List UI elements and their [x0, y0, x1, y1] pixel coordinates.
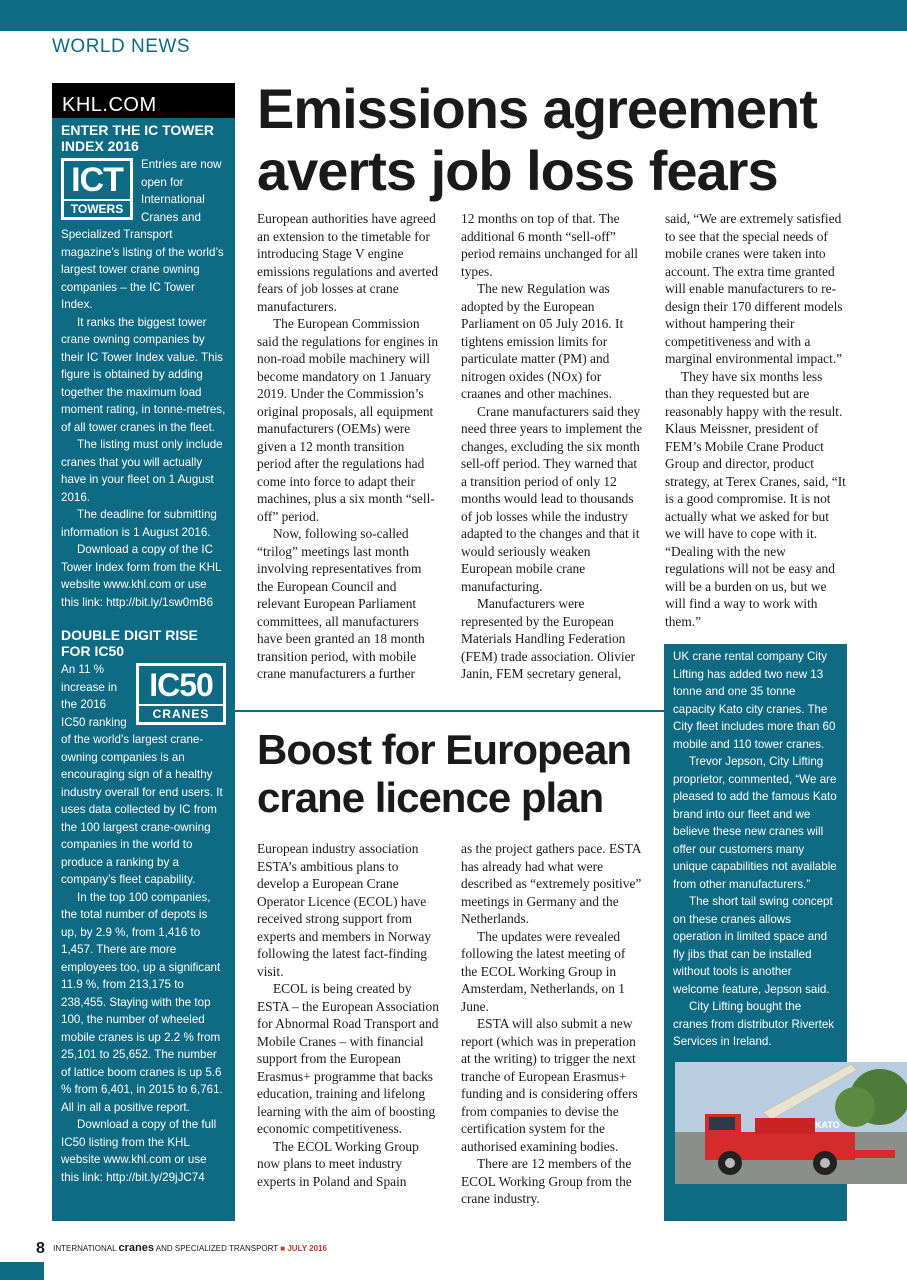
page-footer [36, 1240, 327, 1258]
body-paragraph: ECOL is being created by ESTA – the European Association for Abnormal Road Transport and Mobile Cranes – with financial support from the European Erasmus+ programme that backs education, training and lifelong learning with the aim of boosting economic competitiveness. [257, 981, 439, 1136]
top-bar [0, 0, 907, 31]
sidebar-paragraph: The deadline for submitting information is 1 August 2016. [61, 508, 217, 539]
body-paragraph: The European Commission said the regulations for engines in non-road mobile machinery will become mandatory on 1 January 2019. Under the Commission’s original proposals, all equipment manufacturers (OEMs) were given a 12 month transition period after the regulations had come into force to adapt their machines, plus a six month “sell-off” period. [257, 316, 439, 524]
ict-towers-logo [61, 158, 133, 220]
article2-headline-line2: crane licence plan [257, 774, 604, 821]
article2-column-2 [461, 840, 643, 1208]
brief-paragraph: Trevor Jepson, City Lifting proprietor, commented, “We are pleased to add the famous Kato brand into our fleet and we believe these new cranes will offer our customers many unique capabilities not available from other manufacturers.” [673, 755, 837, 891]
brief-paragraph: City Lifting bought the cranes from distributor Rivertek Services in Ireland. [673, 1000, 835, 1048]
sidebar-intro-1: Entries are now open for International Cranes and Specialized Transport magazine’s listing of the world’s largest tower crane owning companies – the IC Tower Index. [61, 158, 224, 311]
sidebar-paragraph: The listing must only include cranes that you will actually have in your fleet on 1 August 2016. [61, 438, 223, 504]
sidebar-heading-2: DOUBLE DIGIT RISE FOR IC50 [61, 627, 198, 659]
body-paragraph: 12 months on top of that. The additional 6 month “sell-off” period remains unchanged for all types. [461, 211, 638, 279]
body-paragraph: said, “We are extremely satisfied to see that the special needs of mobile cranes were taken into account. The extra time granted will enable manufacturers to re-design their 170 different models without hampering their competitiveness and with a marginal environmental impact.” [665, 211, 843, 366]
article1-column-1 [257, 210, 439, 683]
ict-logo-letters: ICT [64, 161, 130, 199]
article1-headline [257, 78, 817, 202]
footer-separator: ■ [280, 1244, 286, 1253]
brief-paragraph: UK crane rental company City Lifting has added two new 13 tonne and one 35 tonne capacity Kato city cranes. The City fleet includes more than 60 mobile and 110 tower cranes. [673, 650, 836, 751]
body-paragraph: Now, following so-called “trilog” meetings last month involving representatives from the European Council and relevant European Parliament committees, all manufacturers have been granted an 18 month transition period, with mobile crane manufacturers a further [257, 526, 425, 681]
outrigger [855, 1150, 895, 1158]
footer-date: JULY 2016 [287, 1244, 327, 1253]
sidebar [52, 83, 235, 1221]
footer-publication-post: AND SPECIALIZED TRANSPORT [155, 1244, 279, 1253]
cab-window [709, 1117, 735, 1130]
sidebar-paragraph: It ranks the biggest tower crane owning companies by their IC Tower Index value. This figure is obtained by adding together the maximum load moment rating, in tonne-metres, of all tower cranes in the fleet. [61, 315, 226, 434]
ic50-cranes-logo [136, 663, 226, 725]
wheel-hub [820, 1158, 830, 1168]
body-paragraph: The ECOL Working Group now plans to meet industry experts in Poland and Spain [257, 1138, 419, 1189]
article-divider [235, 710, 664, 712]
photo-trees-2 [835, 1087, 875, 1127]
article1-headline-line2: averts job loss fears [257, 139, 778, 202]
body-paragraph: European industry association ESTA’s ambitious plans to develop a European Crane Operator Licence (ECOL) have received strong support from experts and members in Norway following the latest fact-finding visit. [257, 841, 432, 979]
body-paragraph: The new Regulation was adopted by the European Parliament on 05 July 2016. It tightens emission limits for particulate matter (PM) and nitrogen oxides (NOx) for craanes and other machines. [461, 281, 624, 401]
article1-column-3 [665, 210, 847, 630]
sidebar-heading-1: ENTER THE IC TOWER INDEX 2016 [61, 122, 214, 154]
article2-headline-line1: Boost for European [257, 726, 632, 773]
footer-bar [0, 1262, 44, 1280]
sidebar-intro-2: An 11 % increase in the 2016 IC50 ranking of the world’s largest crane-owning companies is an encouraging sign of a healthy industry overall for end users. It uses data collected by IC from the 100 largest crane-owning companies in the world to produce a ranking by a company’s fleet capability. [61, 663, 223, 886]
article2-headline [257, 726, 631, 822]
body-paragraph: The updates were revealed following the latest meeting of the ECOL Working Group in Amsterdam, Netherlands, on 1 June. [461, 928, 626, 1014]
body-paragraph: Crane manufacturers said they need three years to implement the changes, excluding the six month sell-off period. They warned that a transition period of only 12 months would lead to thousands of job losses while the industry adapted to the changes and that it would seriously weaken European mobile crane manufacturing. [461, 403, 643, 594]
ic50-logo-letters: IC50 [139, 666, 223, 704]
ic50-logo-caption: CRANES [139, 706, 223, 722]
ict-logo-caption: TOWERS [64, 201, 130, 217]
article2-column-1 [257, 840, 439, 1190]
sidebar-paragraph: In the top 100 companies, the total number of depots is up, by 2.9 %, from 1,416 to 1,457. There are more employees too, up a significant 11.9 %, from 213,175 to 238,455. Staying with the top 100, the number of wheeled mobile cranes is up 2.2 % from 25,101 to 25,652. The number of lattice boom cranes is up 5.6 % from 6,401, in 2015 to 6,761. All in all a positive report. [61, 890, 223, 1114]
wheel-hub [725, 1158, 735, 1168]
body-paragraph: European authorities have agreed an extension to the timetable for introducing Stage V engine emissions regulations and averted fears of job losses at crane manufacturers. [257, 211, 439, 314]
body-paragraph: ESTA will also submit a new report (which was in preperation at the writing) to trigger the next tranche of European Erasmus+ funding and is considering offers from companies to devise the certification system for the authorised examining bodies. [461, 1016, 638, 1154]
article1-headline-line1: Emissions agreement [257, 77, 817, 140]
article1-column-2 [461, 210, 643, 683]
kato-crane-photo [675, 1062, 907, 1184]
body-paragraph: Manufacturers were represented by the European Materials Handling Federation (FEM) trade association. Olivier Janin, FEM secretary general, [461, 596, 636, 681]
section-label: WORLD NEWS [52, 36, 190, 57]
kato-brand-label: KATO [815, 1120, 840, 1130]
footer-publication-pre: INTERNATIONAL [53, 1244, 117, 1253]
body-paragraph: There are 12 members of the ECOL Working Group from the crane industry. [461, 1156, 632, 1206]
body-paragraph: They have six months less than they requested but are reasonably happy with the result. Klaus Meissner, president of FEM’s Mobile Crane Product Group and director, product strategy, at Terex Cranes, said, “It is a good compromise. It is not actually what we asked for but we will have to cope with it. “Dealing with the new regulations will not be easy and will be a burden on us, but we will find a way to work with them.” [665, 368, 846, 629]
page-number: 8 [36, 1240, 45, 1257]
sidebar-paragraph: Download a copy of the full IC50 listing from the KHL website www.khl.com or use this link: http://bit.ly/29jJC74 [61, 1118, 217, 1184]
sidebar-site-header: KHL.COM [52, 83, 235, 118]
crane-superstructure [755, 1118, 815, 1134]
footer-publication-brand: cranes [118, 1242, 154, 1254]
sidebar-paragraph: Download a copy of the IC Tower Index form from the KHL website www.khl.com or use this link: http://bit.ly/1sw0mB6 [61, 543, 222, 609]
body-paragraph: as the project gathers pace. ESTA has already had what were described as “extremely positive” meetings in Germany and the Netherlands. [461, 841, 642, 926]
brief-paragraph: The short tail swing concept on these cranes allows operation in limited space and fly jibs that can be installed without tools is another welcome feature, Jepson said. [673, 895, 833, 996]
